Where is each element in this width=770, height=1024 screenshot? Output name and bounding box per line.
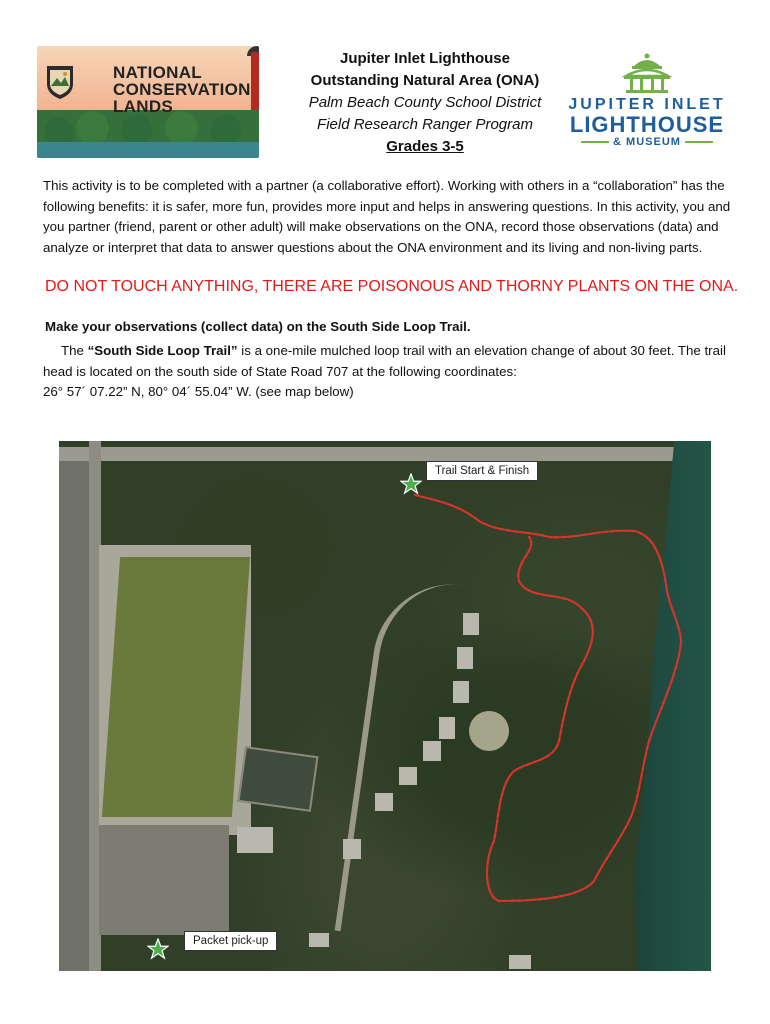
title-line-2: Outstanding Natural Area (ONA): [310, 72, 540, 89]
subtitle-line-2: Field Research Ranger Program: [317, 116, 533, 133]
trail-overlay: [59, 441, 711, 971]
ncl-line-1: NATIONAL: [113, 63, 202, 82]
grades-heading: Grades 3-5: [386, 138, 464, 155]
subtitle-line-1: Palm Beach County School District: [308, 94, 542, 111]
trail-desc-pre: The: [61, 343, 88, 358]
star-icon: [400, 473, 422, 495]
jil-logo-line-1: JUPITER INLET: [568, 96, 726, 113]
star-icon: [147, 938, 169, 960]
ncl-line-3: LANDS: [113, 97, 174, 116]
ncl-logo-text: [113, 64, 251, 115]
jil-logo-line-2: LIGHTHOUSE: [569, 112, 725, 137]
divider-right: [685, 141, 713, 143]
jupiter-inlet-lighthouse-logo: [568, 52, 726, 148]
packet-pickup-callout: Packet pick-up: [184, 931, 277, 951]
national-conservation-lands-logo: [37, 46, 259, 158]
trail-coordinates: 26° 57´ 07.22” N, 80° 04´ 55.04” W. (see map below): [43, 384, 354, 399]
title-block: [280, 48, 570, 158]
trail-desc-post: is a one-mile mulched loop trail with an elevation change of about 30 feet. The trail head is located on the south side of State Road 707 at the following coordinates:: [43, 343, 726, 379]
trail-description: [43, 341, 733, 403]
ncl-line-2: CONSERVATION: [113, 80, 251, 99]
trail-name: “South Side Loop Trail”: [87, 343, 238, 358]
title-line-1: Jupiter Inlet Lighthouse: [339, 50, 510, 67]
gazebo-icon: [620, 52, 674, 94]
divider-left: [581, 141, 609, 143]
jil-museum-text: & MUSEUM: [613, 136, 681, 148]
safety-warning: DO NOT TOUCH ANYTHING, THERE ARE POISONOUS AND THORNY PLANTS ON THE ONA.: [45, 278, 739, 295]
aerial-trail-map: [59, 441, 711, 971]
blm-badge-icon: [45, 64, 75, 100]
intro-paragraph: This activity is to be completed with a partner (a collaborative effort). Working with others in a “collaboration” has the following benefits: it is safer, more fun, provides more input and helps in answering questions. In this activity, you and you partner (friend, parent or other adult) will make observations on the ONA, record those observations (data) and analyze or interpret that data to answer questions about the ONA environment and its living and non-living parts.: [43, 178, 731, 255]
south-side-loop-trail: [415, 495, 681, 901]
observations-heading: Make your observations (collect data) on the South Side Loop Trail.: [45, 319, 471, 334]
trail-start-finish-callout: Trail Start & Finish: [426, 461, 538, 481]
logo-water: [37, 142, 259, 158]
jil-logo-line-3: [568, 136, 726, 148]
